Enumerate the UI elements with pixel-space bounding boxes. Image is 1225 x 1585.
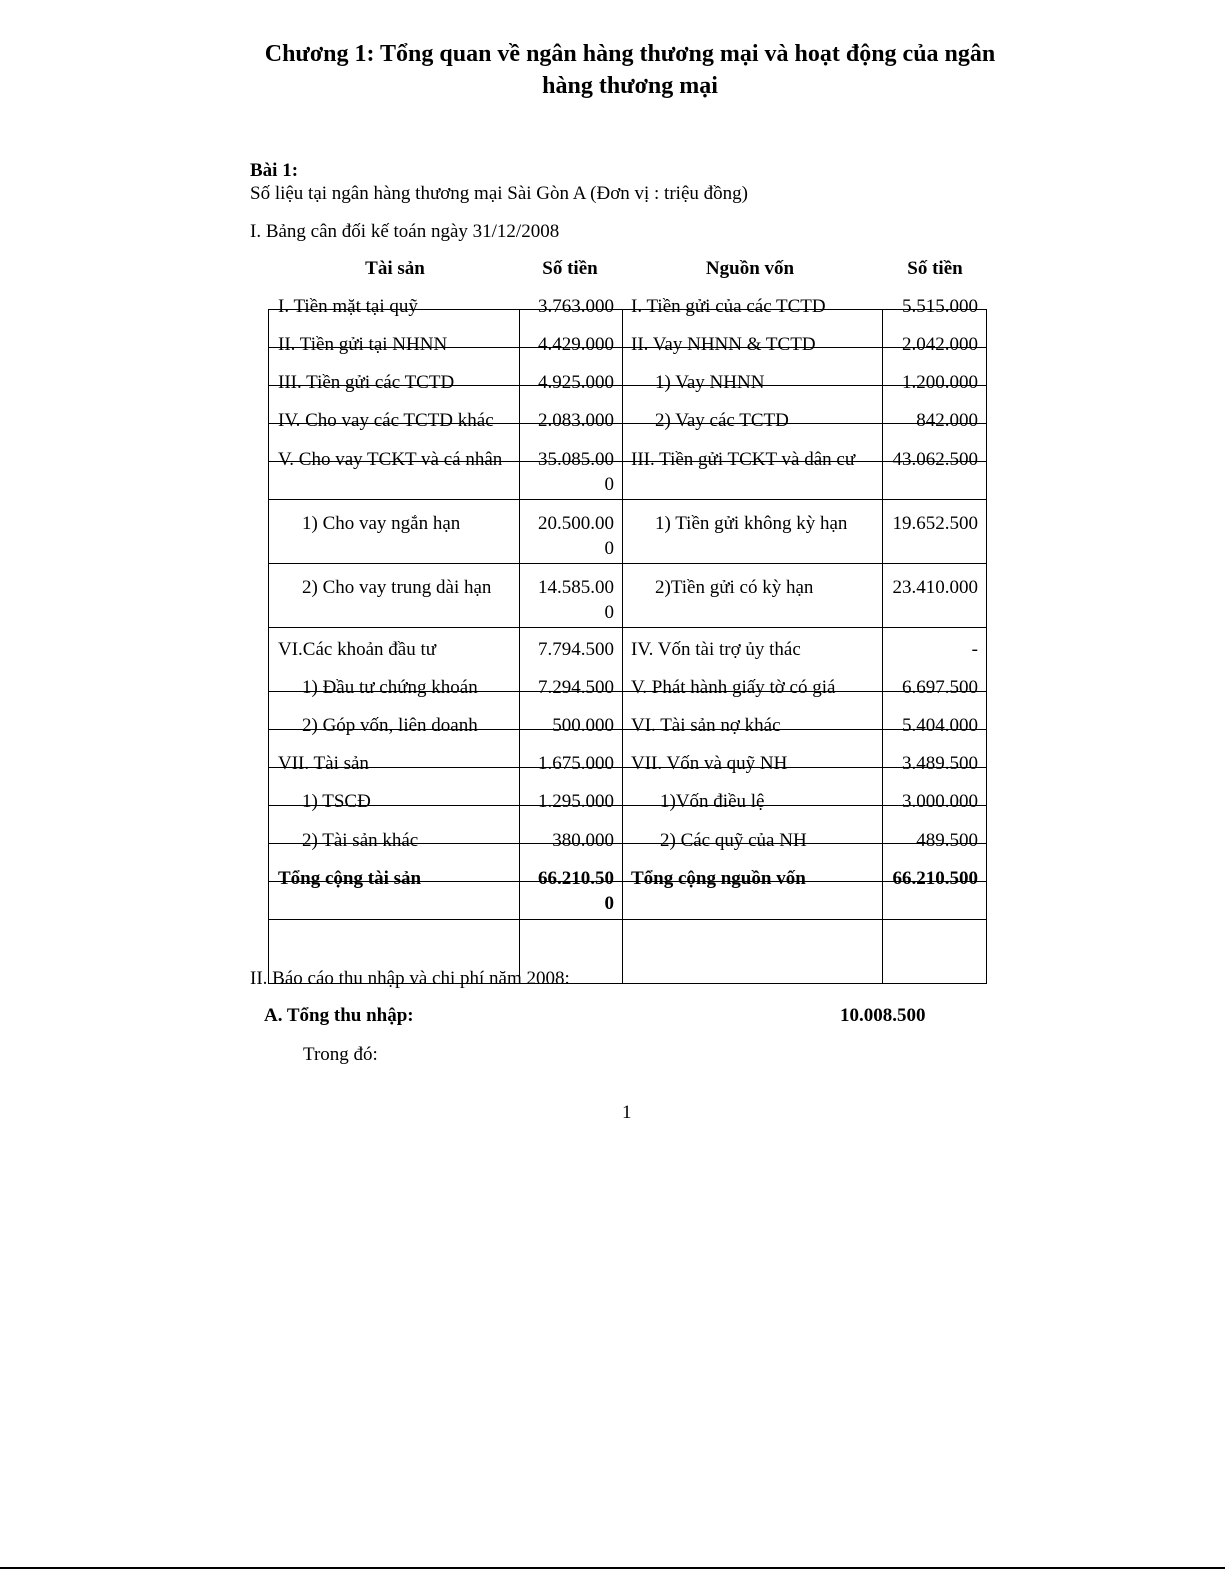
asset-amount: 380.000 [552, 830, 614, 851]
header-amount-sources: Số tiền [907, 258, 963, 279]
source-label: III. Tiền gửi TCKT và dân cư [631, 449, 856, 470]
asset-amount: 4.429.000 [538, 334, 614, 355]
total-income-value: 10.008.500 [840, 1005, 926, 1026]
total-sources-label: Tổng cộng nguồn vốn [631, 868, 806, 889]
asset-amount-wrap: 0 [604, 602, 614, 623]
total-assets-amount: 66.210.50 [538, 868, 614, 889]
header-amount-assets: Số tiền [542, 258, 598, 279]
chapter-title-line-2: hàng thương mại [542, 73, 718, 99]
asset-label: 2) Cho vay trung dài hạn [302, 577, 492, 598]
asset-amount: 35.085.00 [538, 449, 614, 470]
source-label: 1)Vốn điều lệ [660, 791, 765, 812]
source-amount: 842.000 [916, 410, 978, 431]
chapter-title-line-1: Chương 1: Tổng quan về ngân hàng thương mại và hoạt động của ngân [264, 41, 996, 67]
source-label: II. Vay NHNN & TCTD [631, 334, 816, 355]
asset-label: IV. Cho vay các TCTD khác [278, 410, 494, 431]
source-amount: 489.500 [916, 830, 978, 851]
asset-amount: 1.675.000 [538, 753, 614, 774]
asset-label: 1) Cho vay ngắn hạn [302, 513, 461, 534]
asset-label: VI.Các khoản đầu tư [278, 639, 437, 660]
source-label: VI. Tài sản nợ khác [631, 715, 781, 736]
exercise-label: Bài 1: [250, 160, 299, 181]
source-amount: - [971, 639, 978, 660]
asset-amount-wrap: 0 [604, 538, 614, 559]
source-amount: 3.489.500 [902, 753, 978, 774]
source-label: 1) Vay NHNN [655, 372, 765, 393]
balance-sheet-title: I. Bảng cân đối kế toán ngày 31/12/2008 [250, 221, 560, 242]
source-label: I. Tiền gửi của các TCTD [631, 296, 826, 317]
asset-label: II. Tiền gửi tại NHNN [278, 334, 448, 355]
total-income-label: A. Tổng thu nhập: [264, 1005, 414, 1026]
source-amount: 6.697.500 [902, 677, 978, 698]
source-amount: 2.042.000 [902, 334, 978, 355]
source-label: V. Phát hành giấy tờ có giá [631, 677, 836, 698]
asset-amount-wrap: 0 [604, 474, 614, 495]
asset-amount: 4.925.000 [538, 372, 614, 393]
source-label: 2) Vay các TCTD [655, 410, 789, 431]
page-title [250, 38, 1010, 102]
total-assets-label: Tổng cộng tài sản [278, 868, 422, 889]
header-assets: Tài sản [365, 258, 425, 279]
asset-label: III. Tiền gửi các TCTD [278, 372, 455, 393]
source-amount: 23.410.000 [892, 577, 978, 598]
asset-amount: 3.763.000 [538, 296, 614, 317]
source-amount: 43.062.500 [892, 449, 978, 470]
asset-label: 1) TSCĐ [302, 791, 371, 812]
asset-amount: 7.794.500 [538, 639, 614, 660]
page-number: 1 [622, 1102, 632, 1123]
asset-amount: 7.294.500 [538, 677, 614, 698]
page-bottom-edge [0, 1567, 1225, 1569]
total-assets-amount-wrap: 0 [604, 893, 614, 914]
total-sources-amount: 66.210.500 [892, 868, 978, 889]
source-amount: 3.000.000 [902, 791, 978, 812]
income-report-title: II. Báo cáo thu nhập và chi phí năm 2008: [250, 968, 570, 989]
source-label: 2)Tiền gửi có kỳ hạn [655, 577, 814, 598]
asset-amount: 1.295.000 [538, 791, 614, 812]
asset-label: VII. Tài sản [278, 753, 369, 774]
source-label: IV. Vốn tài trợ ủy thác [631, 639, 801, 660]
source-amount: 5.404.000 [902, 715, 978, 736]
asset-label: 2) Tài sản khác [302, 830, 419, 851]
asset-amount: 14.585.00 [538, 577, 614, 598]
asset-label: 1) Đầu tư chứng khoán [302, 677, 478, 698]
header-sources: Nguồn vốn [705, 258, 795, 279]
asset-amount: 500.000 [552, 715, 614, 736]
in-which-label: Trong đó: [303, 1044, 378, 1065]
exercise-description: Số liệu tại ngân hàng thương mại Sài Gòn A (Đơn vị : triệu đồng) [250, 183, 748, 204]
asset-label: I. Tiền mặt tại quỹ [278, 296, 418, 317]
source-label: 2) Các quỹ của NH [660, 830, 807, 851]
source-label: 1) Tiền gửi không kỳ hạn [655, 513, 848, 534]
source-amount: 19.652.500 [892, 513, 978, 534]
asset-label: V. Cho vay TCKT và cá nhân [278, 449, 503, 470]
asset-amount: 2.083.000 [538, 410, 614, 431]
source-label: VII. Vốn và quỹ NH [631, 753, 788, 774]
asset-label: 2) Góp vốn, liên doanh [302, 715, 478, 736]
source-amount: 1.200.000 [902, 372, 978, 393]
source-amount: 5.515.000 [902, 296, 978, 317]
asset-amount: 20.500.00 [538, 513, 614, 534]
